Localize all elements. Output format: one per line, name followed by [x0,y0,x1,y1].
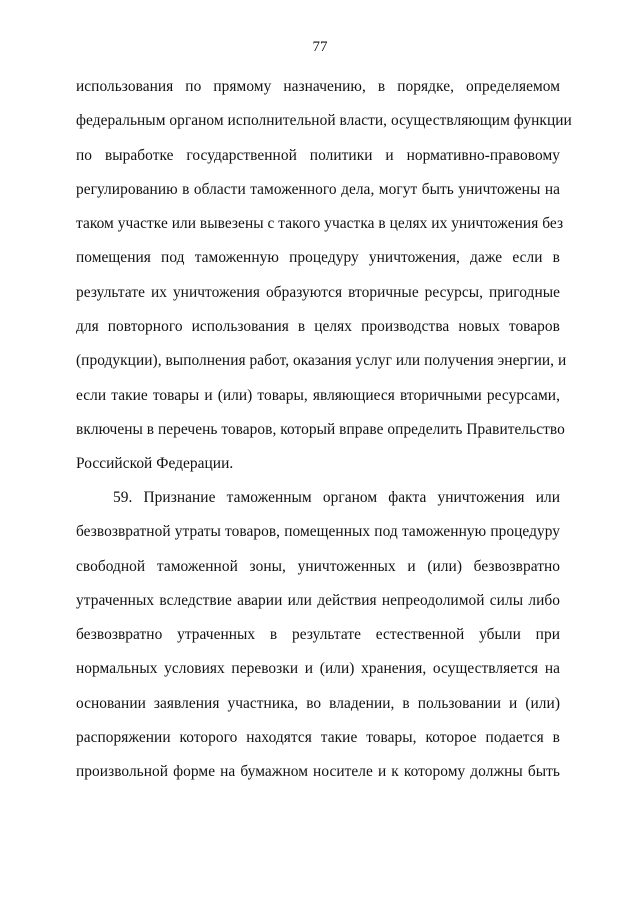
text-line: для повторного использования в целях производства новых товаров [76,318,560,336]
page-number: 77 [312,39,328,55]
text-line: распоряжении которого находятся такие товары, которое подается в [76,729,560,747]
text-line: основании заявления участника, во владении, в пользовании и (или) [76,694,560,712]
text-line: свободной таможенной зоны, уничтоженных и (или) безвозвратно [76,557,560,575]
paragraph-continuation [76,76,572,488]
text-line: Российской Федерации. [76,455,234,473]
text-line: использования по прямому назначению, в порядке, определяемом [76,78,560,95]
text-line: регулированию в области таможенного дела, могут быть уничтожены на [76,180,560,198]
text-line: утраченных вследствие аварии или действия непреодолимой силы либо [76,591,560,609]
text-line: включены в перечень товаров, который вправе определить Правительство [76,420,565,438]
text-line: безвозвратной утраты товаров, помещенных под таможенную процедуру [76,523,560,541]
text-line: по выработке государственной политики и нормативно-правовому [76,146,560,164]
text-line: таком участке или вывезены с такого участка в целях их уничтожения без [76,215,564,233]
text-line: 59. Признание таможенным органом факта уничтожения или [113,489,560,506]
paragraph-59 [76,487,560,796]
text-line: результате их уничтожения образуются вторичные ресурсы, пригодные [76,283,560,301]
text-line: произвольной форме на бумажном носителе и к которому должны быть [76,763,560,781]
text-line: если такие товары и (или) товары, являющиеся вторичными ресурсами, [76,386,560,404]
text-line: федеральным органом исполнительной власти, осуществляющим функции [76,112,572,130]
text-line: нормальных условиях перевозки и (или) хранения, осуществляется на [76,660,560,678]
text-line: безвозвратно утраченных в результате естественной убыли при [76,626,560,644]
text-line: (продукции), выполнения работ, оказания услуг или получения энергии, и [76,352,567,370]
text-line: помещения под таможенную процедуру уничтожения, даже если в [76,249,560,267]
